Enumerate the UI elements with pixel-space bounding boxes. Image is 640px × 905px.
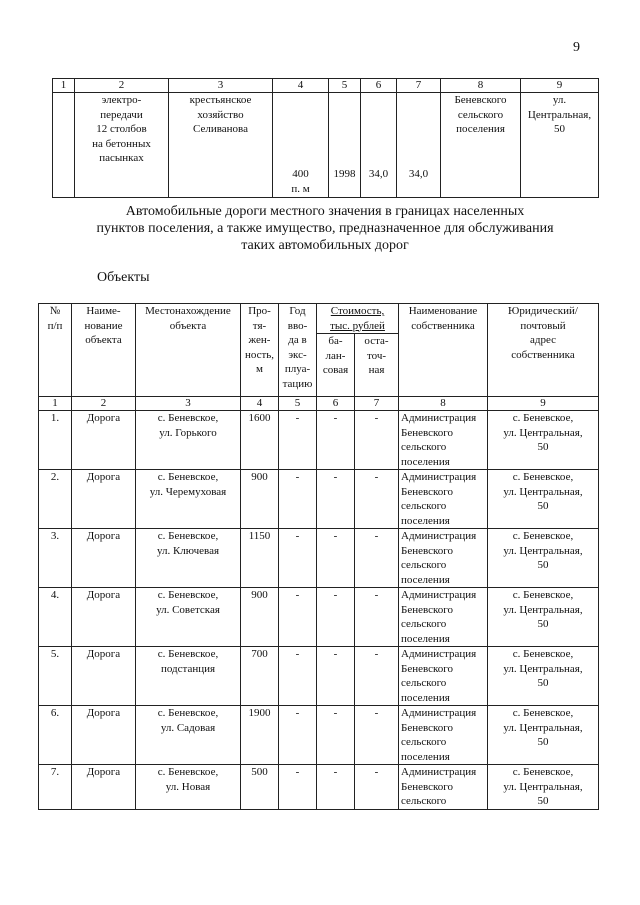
address-cell: с. Беневское, ул. Центральная, 50: [488, 706, 599, 765]
location-cell: крестьянское хозяйство Селиванова: [169, 93, 273, 198]
balance-cost-cell: -: [317, 706, 355, 765]
location-cell: с. Беневское, ул. Садовая: [136, 706, 241, 765]
year-cell: -: [279, 588, 317, 647]
address-cell: с. Беневское, ул. Центральная, 50: [488, 647, 599, 706]
residual-cost-cell: -: [355, 706, 399, 765]
object-name-cell: Дорога: [72, 765, 136, 810]
object-name-cell: Дорога: [72, 470, 136, 529]
column-number: 1: [39, 397, 72, 411]
column-number-row: [53, 79, 599, 93]
column-number: 9: [488, 397, 599, 411]
length-cell: 700: [241, 647, 279, 706]
row-number-cell: 7.: [39, 765, 72, 810]
owner-cell: Администрация Беневского сельского поселения: [399, 588, 488, 647]
location-cell: с. Беневское, ул. Новая: [136, 765, 241, 810]
balance-cost-cell: -: [317, 529, 355, 588]
column-number: 3: [169, 79, 273, 93]
column-number: 3: [136, 397, 241, 411]
object-name-cell: Дорога: [72, 588, 136, 647]
owner-cell: Администрация Беневского сельского поселения: [399, 411, 488, 470]
location-cell: с. Беневское, ул. Ключевая: [136, 529, 241, 588]
object-name-cell: Дорога: [72, 706, 136, 765]
length-cell: 1150: [241, 529, 279, 588]
address-cell: с. Беневское, ул. Центральная, 50: [488, 529, 599, 588]
table-row: [39, 470, 599, 529]
residual-cost-cell: -: [355, 765, 399, 810]
owner-cell: Администрация Беневского сельского поселения: [399, 647, 488, 706]
table-row: [39, 647, 599, 706]
balance-cost-cell: -: [317, 765, 355, 810]
column-number: 2: [72, 397, 136, 411]
row-number-cell: 1.: [39, 411, 72, 470]
column-number: 7: [355, 397, 399, 411]
year-cell: 1998: [333, 168, 356, 180]
residual-cost-cell: 34,0: [408, 168, 429, 180]
table-row: [53, 93, 599, 198]
column-number: 1: [53, 79, 75, 93]
length-cell: 1600: [241, 411, 279, 470]
owner-cell: Администрация Беневского сельского: [399, 765, 488, 810]
page-number: 9: [573, 40, 580, 55]
balance-cost-cell: -: [317, 647, 355, 706]
header-residual: оста- точ- ная: [355, 334, 399, 397]
residual-cost-cell: -: [355, 529, 399, 588]
year-cell: -: [279, 706, 317, 765]
year-cell: -: [279, 765, 317, 810]
row-number-cell: 2.: [39, 470, 72, 529]
length-cell: 900: [241, 588, 279, 647]
address-cell: с. Беневское, ул. Центральная, 50: [488, 411, 599, 470]
object-name-cell: Дорога: [72, 529, 136, 588]
header-balance: ба- лан- совая: [317, 334, 355, 397]
year-cell: -: [279, 411, 317, 470]
owner-cell: Администрация Беневского сельского поселения: [399, 529, 488, 588]
year-cell-wrap: [329, 93, 361, 198]
table-row: [39, 411, 599, 470]
header-year: Год вво- да в экс- плуа- тацию: [279, 304, 317, 397]
location-cell: с. Беневское, подстанция: [136, 647, 241, 706]
column-number: 6: [361, 79, 397, 93]
header-name: Наиме- нование объекта: [72, 304, 136, 397]
length-cell: 900: [241, 470, 279, 529]
balance-cost-cell: 34,0: [368, 168, 389, 180]
column-number: 4: [273, 79, 329, 93]
location-cell: с. Беневское, ул. Советская: [136, 588, 241, 647]
row-number-cell: 6.: [39, 706, 72, 765]
table-row: [39, 529, 599, 588]
length-cell: 500: [241, 765, 279, 810]
address-cell: с. Беневское, ул. Центральная, 50: [488, 588, 599, 647]
column-number: 9: [521, 79, 599, 93]
roads-table: [38, 303, 599, 810]
residual-cost-cell: -: [355, 411, 399, 470]
column-number: 5: [329, 79, 361, 93]
column-number: 8: [441, 79, 521, 93]
object-name-cell: Дорога: [72, 647, 136, 706]
column-number: 2: [75, 79, 169, 93]
column-number: 5: [279, 397, 317, 411]
table-row: [39, 765, 599, 810]
row-number-cell: 4.: [39, 588, 72, 647]
header-cost: Стоимость, тыс. рублей: [317, 304, 399, 334]
column-number: 8: [399, 397, 488, 411]
row-number-cell: 3.: [39, 529, 72, 588]
residual-cost-cell: -: [355, 588, 399, 647]
year-cell: -: [279, 647, 317, 706]
header-length: Про- тя- жен- ность, м: [241, 304, 279, 397]
location-cell: с. Беневское, ул. Черемуховая: [136, 470, 241, 529]
address-cell: с. Беневское, ул. Центральная, 50: [488, 765, 599, 810]
length-cell: 400 п. м: [291, 168, 310, 195]
column-number: 4: [241, 397, 279, 411]
property-table-continuation: [52, 78, 599, 198]
row-number-cell: [53, 93, 75, 198]
address-cell: ул. Центральная, 50: [521, 93, 599, 198]
year-cell: -: [279, 529, 317, 588]
year-cell: -: [279, 470, 317, 529]
objects-label: Объекты: [97, 270, 150, 285]
table-row: [39, 706, 599, 765]
header-no: № п/п: [39, 304, 72, 397]
table-row: [39, 588, 599, 647]
object-name-cell: Дорога: [72, 411, 136, 470]
length-cell-wrap: [273, 93, 329, 198]
header-address: Юридический/ почтовый адрес собственника: [488, 304, 599, 397]
row-number-cell: 5.: [39, 647, 72, 706]
column-number: 7: [397, 79, 441, 93]
owner-cell: Администрация Беневского сельского поселения: [399, 706, 488, 765]
balance-cost-cell: -: [317, 588, 355, 647]
balance-cost-cell: -: [317, 470, 355, 529]
header-row: [39, 304, 599, 334]
length-cell: 1900: [241, 706, 279, 765]
object-name-cell: электро- передачи 12 столбов на бетонных пасынках: [75, 93, 169, 198]
owner-cell: Беневского сельского поселения: [441, 93, 521, 198]
balance-cost-cell-wrap: [361, 93, 397, 198]
header-location: Местонахождение объекта: [136, 304, 241, 397]
column-number: 6: [317, 397, 355, 411]
column-number-row: [39, 397, 599, 411]
section-title: Автомобильные дороги местного значения в границах населенных пунктов поселения, а также имущество, предназначенное для обслуживания таких автомобильных дорог: [96, 204, 554, 253]
owner-cell: Администрация Беневского сельского поселения: [399, 470, 488, 529]
residual-cost-cell: -: [355, 470, 399, 529]
header-owner: Наименование собственника: [399, 304, 488, 397]
residual-cost-cell: -: [355, 647, 399, 706]
balance-cost-cell: -: [317, 411, 355, 470]
location-cell: с. Беневское, ул. Горького: [136, 411, 241, 470]
residual-cost-cell-wrap: [397, 93, 441, 198]
address-cell: с. Беневское, ул. Центральная, 50: [488, 470, 599, 529]
